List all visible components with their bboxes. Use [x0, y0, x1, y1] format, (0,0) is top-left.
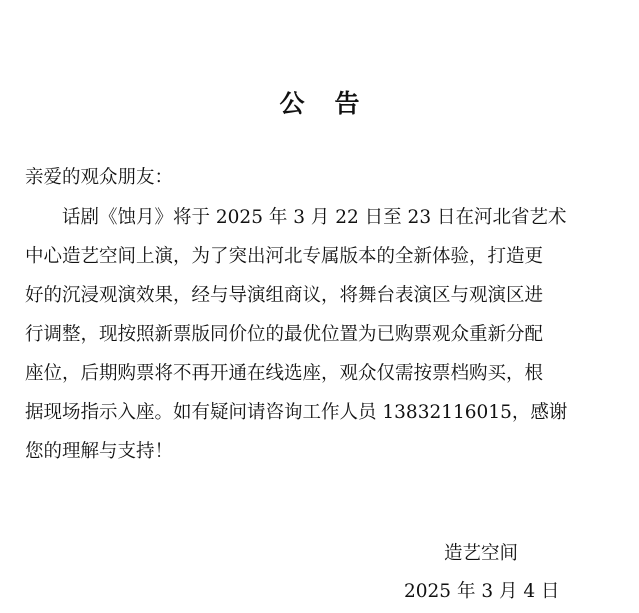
notice-body-line: 座位，后期购票将不再开通在线选座，观众仅需按票档购买，根 — [25, 363, 544, 384]
notice-title: 公告 — [279, 89, 390, 118]
notice-body-line: 您的理解与支持！ — [25, 441, 174, 462]
signature-date: 2025 年 3 月 4 日 — [404, 581, 560, 602]
notice-body-line: 中心造艺空间上演，为了突出河北专属版本的全新体验，打造更 — [25, 246, 544, 267]
notice-greeting: 亲爱的观众朋友： — [25, 167, 174, 188]
notice-body-line: 行调整，现按照新票版同价位的最优位置为已购票观众重新分配 — [25, 324, 544, 345]
notice-body-line: 据现场指示入座。如有疑问请咨询工作人员 13832116015，感谢 — [25, 402, 568, 423]
signature-organization: 造艺空间 — [444, 543, 519, 564]
notice-body-line: 话剧《蚀月》将于 2025 年 3 月 22 日至 23 日在河北省艺术 — [62, 207, 567, 228]
notice-body-line: 好的沉浸观演效果，经与导演组商议，将舞台表演区与观演区进 — [25, 285, 544, 306]
